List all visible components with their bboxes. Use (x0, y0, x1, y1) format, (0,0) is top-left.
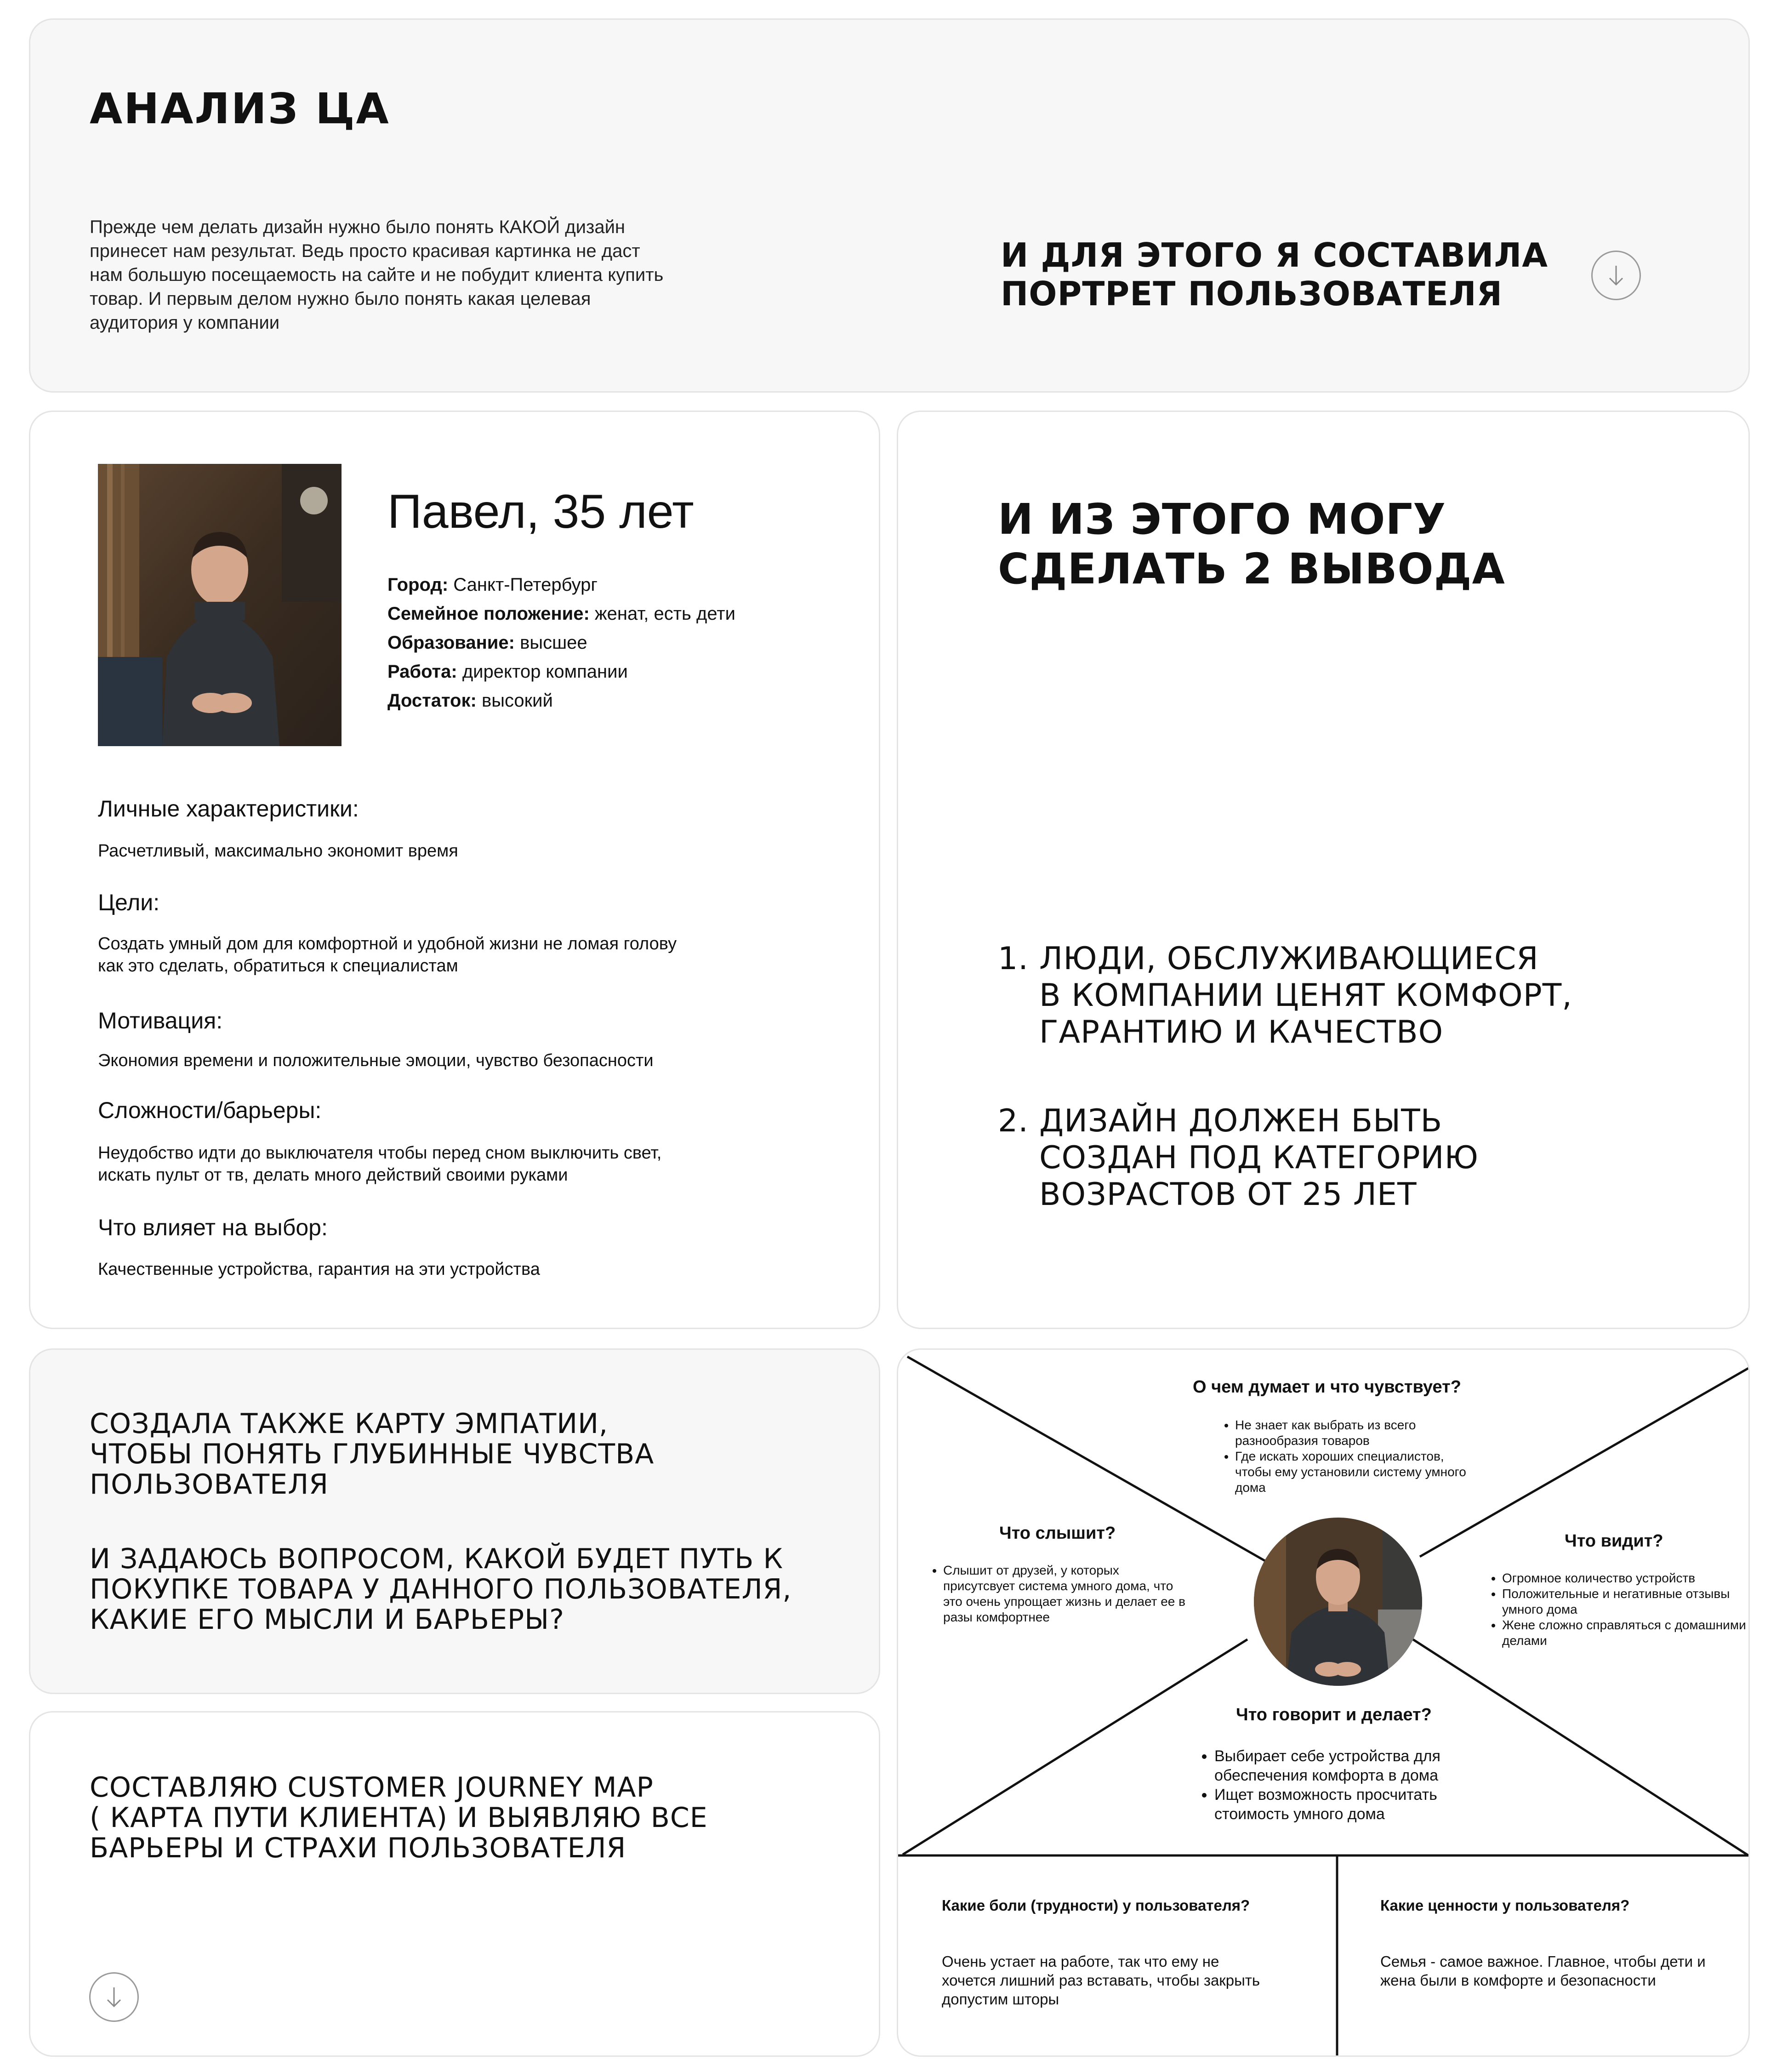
empathy-intro-para2-line2: ПОКУПКЕ ТОВАРА У ДАННОГО ПОЛЬЗОВАТЕЛЯ, (90, 1573, 792, 1605)
empathy-says-list (1201, 1747, 1481, 1824)
cjm-scroll-down-button[interactable] (89, 1972, 139, 2022)
empathy-intro-para2-line3: КАКИЕ ЕГО МЫСЛИ И БАРЬЕРЫ? (90, 1604, 564, 1636)
cjm-line3: БАРЬЕРЫ И СТРАХИ ПОЛЬЗОВАТЕЛЯ (90, 1832, 626, 1864)
section-body-goals: Создать умный дом для комфортной и удобной жизни не ломая голову как это сделать, обратиться к специалистам (98, 934, 677, 976)
arrow-down-icon (91, 1974, 137, 2021)
empathy-intro-para2 (90, 1544, 791, 1635)
cjm-line1: СОСТАВЛЯЮ CUSTOMER JOURNEY MAP (90, 1771, 654, 1804)
empathy-values-title: Какие ценности у пользователя? (1380, 1897, 1630, 1914)
empathy-hears-item-1: • Слышит от друзей, у которых присутсвует система умного дома, что это очень упрощает жизнь и делает ее в разы комфортнее (943, 1563, 1191, 1625)
conclusion-num-1: 1. (998, 941, 1029, 977)
section-body-choice: Качественные устройства, гарантия на эти устройства (98, 1260, 540, 1279)
empathy-thinks-item-1: • Не знает как выбрать из всего разнообразия товаров (1235, 1417, 1474, 1449)
empathy-sees-item-2: • Положительные и негативные отзывы умного дома (1502, 1586, 1750, 1617)
intro-right-text (1001, 236, 1548, 313)
conclusion-item-1 (998, 941, 1572, 1051)
persona-field-income: Достаток: высокий (387, 691, 553, 711)
section-title-barriers: Сложности/барьеры: (98, 1097, 322, 1123)
empathy-sees-list (1489, 1570, 1750, 1649)
empathy-avatar (1254, 1518, 1422, 1686)
empathy-thinks-title: О чем думает и что чувствует? (1193, 1377, 1461, 1397)
section-title-goals: Цели: (98, 890, 160, 915)
empathy-thinks-item-2: • Где искать хороших специалистов, чтобы ему установили систему умного дома (1235, 1449, 1474, 1495)
empathy-intro-para1-line3: ПОЛЬЗОВАТЕЛЯ (90, 1468, 329, 1501)
conclusions-title-line2: СДЕЛАТЬ 2 ВЫВОДА (998, 544, 1505, 594)
persona-field-family: Семейное положение: женат, есть дети (387, 604, 735, 624)
conclusion-2-line3: ВОЗРАСТОВ ОТ 25 ЛЕТ (1039, 1176, 1417, 1213)
persona-field-job: Работа: директор компании (387, 662, 628, 682)
conclusions-card (897, 411, 1750, 1329)
empathy-intro-para1-line1: СОЗДАЛА ТАКЖЕ КАРТУ ЭМПАТИИ, (90, 1408, 609, 1440)
empathy-sees-item-3: • Жене сложно справляться с домашними делами (1502, 1617, 1750, 1649)
empathy-thinks-list (1222, 1417, 1474, 1495)
conclusion-num-2: 2. (998, 1103, 1029, 1139)
cjm-text (90, 1772, 708, 1863)
empathy-pains-body: Очень устает на работе, так что ему не хочется лишний раз вставать, чтобы закрыть допустим шторы (942, 1953, 1260, 2008)
section-title-choice: Что влияет на выбор: (98, 1215, 328, 1240)
persona-fields (387, 571, 735, 715)
conclusion-1-line1: ЛЮДИ, ОБСЛУЖИВАЮЩИЕСЯ (1039, 941, 1539, 977)
conclusions-title-line1: И ИЗ ЭТОГО МОГУ (998, 495, 1446, 544)
arrow-down-icon (1593, 252, 1640, 299)
intro-card (29, 18, 1750, 393)
cjm-line2: ( КАРТА ПУТИ КЛИЕНТА) И ВЫЯВЛЯЮ ВСЕ (90, 1802, 708, 1834)
empathy-says-item-2: • Ищет возможность просчитать стоимость умного дома (1214, 1785, 1481, 1824)
persona-card (29, 411, 880, 1329)
intro-right-line1: И ДЛЯ ЭТОГО Я СОСТАВИЛА (1001, 236, 1548, 274)
persona-field-city: Город: Санкт-Петербург (387, 575, 598, 595)
intro-description: Прежде чем делать дизайн нужно было понять КАКОЙ дизайн принесет нам результат. Ведь просто красивая картинка не даст нам большую посещаемость на сайте и не побудит клиента купить товар. И первым делом нужно было понять какая целевая аудитория у компании (90, 217, 664, 333)
cjm-card (29, 1711, 880, 2057)
persona-photo (98, 464, 342, 746)
conclusion-2-line2: СОЗДАН ПОД КАТЕГОРИЮ (1039, 1140, 1479, 1176)
intro-right-line2: ПОРТРЕТ ПОЛЬЗОВАТЕЛЯ (1001, 274, 1503, 313)
empathy-values-body: Семья - самое важное. Главное, чтобы дети и жена были в комфорте и безопасности (1380, 1953, 1706, 1989)
section-body-motivation: Экономия времени и положительные эмоции, чувство безопасности (98, 1051, 654, 1070)
empathy-says-title: Что говорит и делает? (1236, 1705, 1432, 1724)
empathy-pains-title: Какие боли (трудности) у пользователя? (942, 1897, 1250, 1914)
conclusion-1-line2: В КОМПАНИИ ЦЕНЯТ КОМФОРТ, (1039, 977, 1572, 1014)
empathy-map-card (897, 1348, 1750, 2057)
conclusion-item-2 (998, 1103, 1479, 1213)
conclusion-1-line3: ГАРАНТИЮ И КАЧЕСТВО (1039, 1014, 1444, 1050)
scroll-down-button[interactable] (1591, 251, 1641, 300)
section-title-motivation: Мотивация: (98, 1008, 223, 1033)
empathy-says-item-1: • Выбирает себе устройства для обеспечения комфорта в дома (1214, 1747, 1481, 1785)
section-title-traits: Личные характеристики: (98, 796, 359, 822)
empathy-hears-list (930, 1563, 1191, 1625)
section-body-barriers: Неудобство идти до выключателя чтобы перед сном выключить свет, искать пульт от тв, делать много действий своими руками (98, 1143, 662, 1185)
persona-name: Павел, 35 лет (387, 485, 694, 538)
conclusions-title (998, 495, 1505, 594)
empathy-sees-title: Что видит? (1565, 1531, 1663, 1551)
empathy-intro-para1-line2: ЧТОБЫ ПОНЯТЬ ГЛУБИННЫЕ ЧУВСТВА (90, 1438, 655, 1470)
conclusion-2-line1: ДИЗАЙН ДОЛЖЕН БЫТЬ (1039, 1103, 1443, 1139)
intro-title: АНАЛИЗ ЦА (90, 84, 390, 133)
empathy-hears-title: Что слышит? (999, 1524, 1116, 1543)
empathy-intro-card (29, 1348, 880, 1694)
empathy-sees-item-1: • Огромное количество устройств (1502, 1570, 1750, 1586)
section-body-traits: Расчетливый, максимально экономит время (98, 841, 458, 861)
empathy-intro-para1 (90, 1409, 654, 1500)
empathy-intro-para2-line1: И ЗАДАЮСЬ ВОПРОСОМ, КАКОЙ БУДЕТ ПУТЬ К (90, 1543, 784, 1575)
persona-field-education: Образование: высшее (387, 633, 587, 653)
